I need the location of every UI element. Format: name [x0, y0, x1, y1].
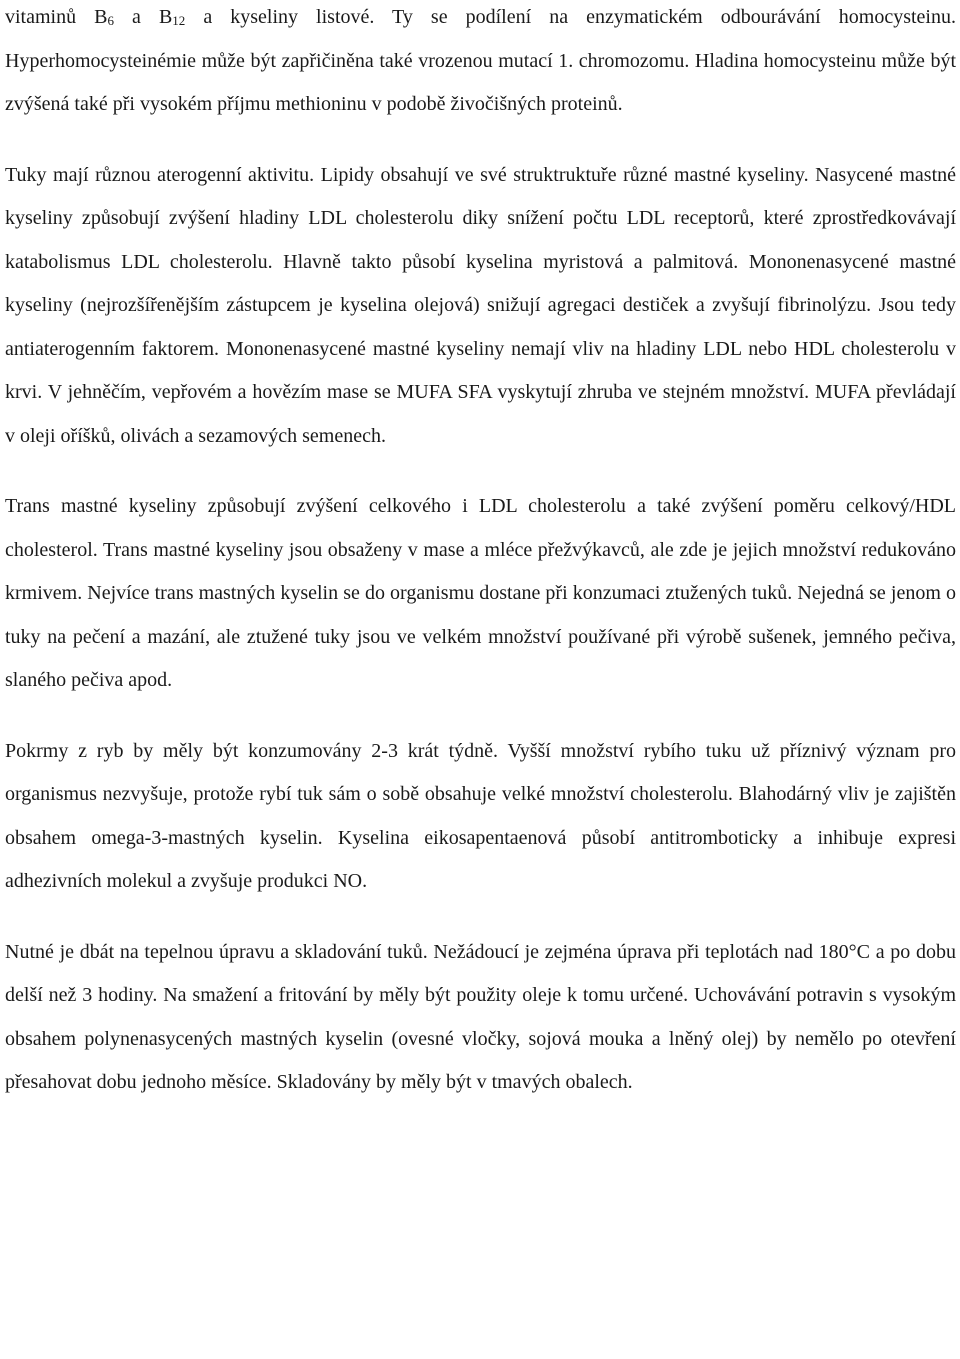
paragraph-lead-text: vitaminů B	[5, 6, 108, 28]
paragraph-fish-dishes: Pokrmy z ryb by měly být konzumovány 2-3 krát týdně. Vyšší množství rybího tuku už příznivý význam pro organismus nezvyšuje, protože rybí tuk sám o sobě obsahuje velké množství cholesterolu. Blahodárný vliv je zajištěn obsahem omega-3-mastných kyselin. Kyselina eikosapentaenová působí antitromboticky a inhibuje expresi adhezivních molekul a zvyšuje produkci NO.	[5, 739, 956, 892]
paragraph-vitamins-homocysteine	[5, 0, 956, 127]
paragraph-mid-text: a B	[113, 6, 173, 28]
subscript-b6: 6	[107, 13, 114, 28]
paragraph-trans-fats: Trans mastné kyseliny způsobují zvýšení celkového i LDL cholesterolu a také zvýšení poměru celkový/HDL cholesterol. Trans mastné kyseliny jsou obsaženy v mase a mléce přežvýkavců, ale zde je jejich množství redukováno krmivem. Nejvíce trans mastných kyselin se do organismu dostane při konzumaci ztužených tuků. Nejedná se jenom o tuky na pečení a mazání, ale ztužené tuky jsou ve velkém množství používané při výrobě sušenek, jemného pečiva, slaného pečiva apod.	[5, 495, 956, 691]
paragraph-fat-storage: Nutné je dbát na tepelnou úpravu a skladování tuků. Nežádoucí je zejména úprava při teplotách nad 180°C a po dobu delší než 3 hodiny. Na smažení a fritování by měly být použity oleje k tomu určené. Uchovávání potravin s vysokým obsahem polynenasycených mastných kyselin (ovesné vločky, sojová mouka a lněný olej) by nemělo po otevření přesahovat dobu jednoho měsíce. Skladovány by měly být v tmavých obalech.	[5, 940, 956, 1093]
paragraph-fats-aterogenic: Tuky mají různou aterogenní aktivitu. Lipidy obsahují ve své struktruktuře různé mastné kyseliny. Nasycené mastné kyseliny způsobují zvýšení hladiny LDL cholesterolu diky snížení počtu LDL receptorů, které zprostředkovávají katabolismus LDL cholesterolu. Hlavně takto působí kyselina myristová a palmitová. Mononenasycené mastné kyseliny (nejrozšířenějším zástupcem je kyselina olejová) snižují agregaci destiček a zvyšují fibrinolýzu. Jsou tedy antiaterogenním faktorem. Mononenasycené mastné kyseliny nemají vliv na hladiny LDL nebo HDL cholesterolu v krvi. V jehněčím, vepřovém a hovězím mase se MUFA SFA vyskytují zhruba ve stejném množství. MUFA převládají v oleji oříšků, olivách a sezamových semenech.	[5, 163, 956, 447]
paragraph-body-text: a kyseliny listové. Ty se podílení na enzymatickém odbourávání homocysteinu. Hyperhomocysteinémie může být zapřičiněna také vrozenou mutací 1. chromozomu. Hladina homocysteinu může být zvýšená také při vysokém příjmu methioninu v podobě živočišných proteinů.	[5, 6, 956, 115]
subscript-b12: 12	[172, 13, 186, 28]
